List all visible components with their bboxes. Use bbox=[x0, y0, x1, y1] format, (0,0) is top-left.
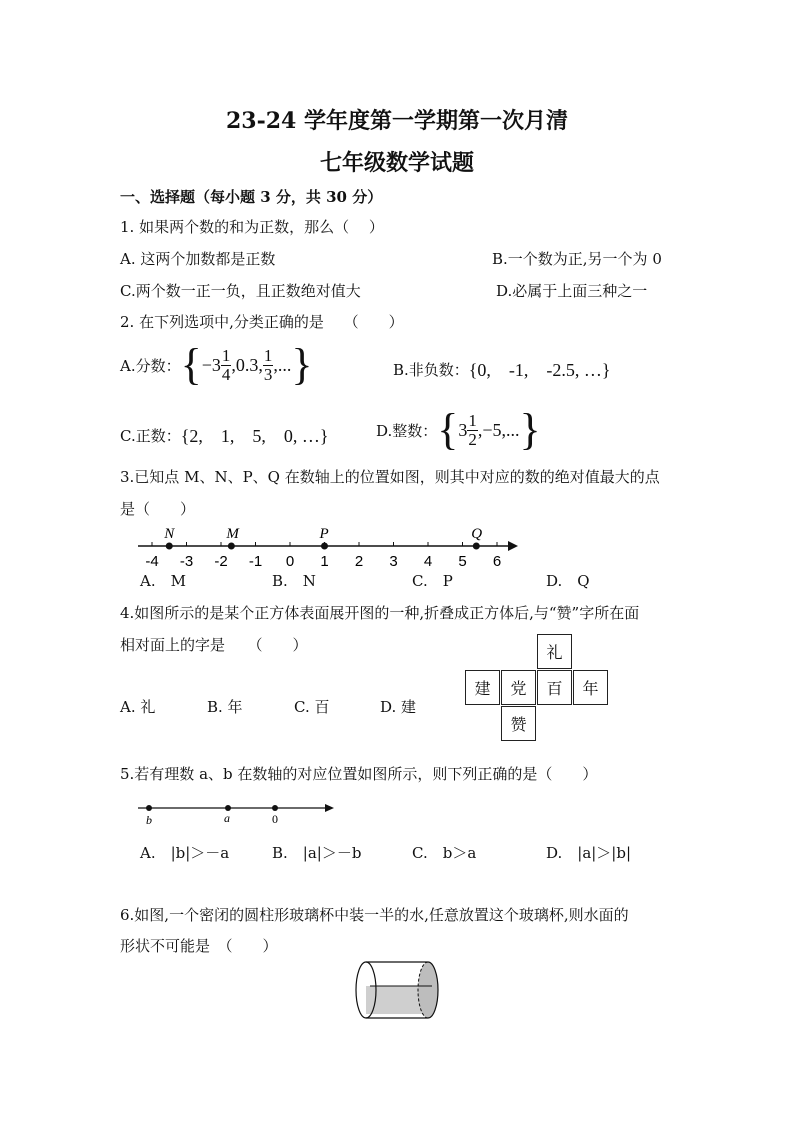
q2-a-tail: ,... bbox=[273, 354, 292, 375]
q2-b-set: {0, -1, -2.5, …} bbox=[468, 360, 611, 380]
q5-stem: 5.若有理数 a、b 在数轴的对应位置如图所示，则下列正确的是（ ） bbox=[120, 765, 598, 783]
q5-option-d: D. |a|＞|b| bbox=[546, 844, 632, 862]
axis-tick-label: -4 bbox=[145, 553, 159, 570]
axis-arrow-icon bbox=[325, 804, 334, 812]
q2-a-frac2 bbox=[263, 347, 274, 384]
q4-option-d: D. 建 bbox=[380, 698, 417, 716]
left-brace-icon: { bbox=[180, 340, 202, 389]
q4-option-c: C. 百 bbox=[294, 698, 330, 716]
q1-option-c: C.两个数一正一负，且正数绝对值大 bbox=[120, 282, 361, 300]
axis-tick-label: -2 bbox=[214, 553, 228, 570]
left-brace-icon: { bbox=[437, 405, 459, 454]
q5-option-b: B. |a|＞－b bbox=[272, 844, 362, 862]
axis-tick-label: 3 bbox=[389, 553, 398, 570]
q1-option-a: A. 这两个加数都是正数 bbox=[120, 250, 276, 268]
net-cell-top: 礼 bbox=[537, 634, 572, 669]
page-subtitle: 七年级数学试题 bbox=[319, 150, 474, 176]
net-cell-4: 年 bbox=[573, 670, 608, 705]
q3-option-d: D. Q bbox=[546, 572, 590, 590]
section-heading: 一、选择题（每小题 3 分，共 30 分） bbox=[120, 188, 383, 206]
point-label-n: N bbox=[164, 526, 175, 542]
axis-tick-label: 5 bbox=[458, 553, 467, 570]
point-p bbox=[321, 543, 328, 550]
q5-number-line bbox=[134, 796, 344, 830]
q3-option-a: A. M bbox=[140, 572, 186, 590]
cylinder-glass-figure bbox=[352, 956, 442, 1026]
q2-d-tail: ,−5,... bbox=[477, 419, 520, 440]
q2-d-whole: 3 bbox=[458, 419, 468, 440]
fraction-denominator: 3 bbox=[263, 364, 273, 384]
q1-stem: 1. 如果两个数的和为正数，那么（ ） bbox=[120, 218, 384, 236]
q1-option-d: D.必属于上面三种之一 bbox=[496, 282, 648, 300]
q2-b-label: B.非负数： bbox=[393, 360, 469, 379]
axis-tick-label: 4 bbox=[423, 553, 433, 570]
label-zero: 0 bbox=[272, 812, 278, 826]
q2-c-label: C.正数： bbox=[120, 426, 181, 445]
q3-stem-line1: 3.已知点 M、N、P、Q 在数轴上的位置如图，则其中对应的数的绝对值最大的点 bbox=[120, 468, 660, 486]
fraction-denominator: 2 bbox=[468, 429, 477, 449]
axis-tick-label: 2 bbox=[354, 553, 364, 570]
axis-tick-label: 6 bbox=[492, 553, 502, 570]
point-n bbox=[166, 543, 173, 550]
point-q bbox=[473, 543, 480, 550]
point-label-p: P bbox=[319, 526, 329, 542]
q2-c-set: {2, 1, 5, 0, …} bbox=[180, 426, 329, 446]
point-b bbox=[146, 805, 152, 811]
q5-option-c: C. b＞a bbox=[412, 844, 477, 862]
q2-a-mid: ,0.3, bbox=[231, 354, 263, 375]
q3-option-b: B. N bbox=[272, 572, 316, 590]
q1-option-b: B.一个数为正,另一个为 0 bbox=[492, 250, 662, 268]
axis-tick-label: 1 bbox=[320, 553, 329, 570]
q2-option-d bbox=[376, 405, 541, 455]
q2-a-frac1 bbox=[221, 347, 232, 384]
point-label-m: M bbox=[226, 526, 239, 542]
q2-d-label: D.整数： bbox=[376, 421, 438, 440]
axis-tick-label: -1 bbox=[248, 553, 263, 570]
page-title: 23-24 学年度第一学期第一次月清 bbox=[225, 108, 569, 134]
label-b: b bbox=[146, 813, 152, 827]
q5-option-a: A. |b|＞－a bbox=[140, 844, 230, 862]
net-cell-2: 党 bbox=[501, 670, 536, 705]
q2-a-label: A.分数： bbox=[120, 356, 181, 375]
q2-option-b bbox=[393, 356, 611, 382]
q4-option-b: B. 年 bbox=[207, 698, 243, 716]
point-zero bbox=[272, 805, 278, 811]
axis-tick-label: 0 bbox=[285, 553, 295, 570]
fraction-denominator: 4 bbox=[221, 364, 231, 384]
q4-stem-line2: 相对面上的字是 （ ） bbox=[120, 636, 308, 654]
axis-tick-label: -3 bbox=[179, 553, 194, 570]
point-label-q: Q bbox=[471, 526, 483, 542]
q2-d-frac bbox=[467, 412, 478, 449]
q2-option-a bbox=[120, 340, 313, 390]
q2-a-neg: −3 bbox=[201, 354, 221, 375]
axis-arrow-icon bbox=[508, 541, 518, 551]
q4-option-a: A. 礼 bbox=[120, 698, 156, 716]
q6-stem-line2: 形状不可能是 （ ） bbox=[120, 937, 278, 955]
fraction-numerator: 1 bbox=[468, 410, 477, 430]
q6-stem-line1: 6.如图,一个密闭的圆柱形玻璃杯中装一半的水,任意放置这个玻璃杯,则水面的 bbox=[120, 906, 629, 924]
q3-option-c: C. P bbox=[412, 572, 453, 590]
label-a: a bbox=[224, 811, 230, 825]
right-brace-icon: } bbox=[519, 405, 541, 454]
q3-stem-line2: 是（ ） bbox=[120, 500, 196, 518]
q2-option-c bbox=[120, 422, 329, 448]
q4-stem-line1: 4.如图所示的是某个正方体表面展开图的一种,折叠成正方体后,与“赞”字所在面 bbox=[120, 604, 640, 622]
point-m bbox=[228, 543, 235, 550]
fraction-numerator: 1 bbox=[221, 345, 231, 365]
right-brace-icon: } bbox=[291, 340, 313, 389]
q3-number-line bbox=[130, 518, 530, 574]
net-cell-3: 百 bbox=[537, 670, 572, 705]
fraction-numerator: 1 bbox=[263, 345, 273, 365]
net-cell-bottom: 赞 bbox=[501, 706, 536, 741]
net-cell-1: 建 bbox=[465, 670, 500, 705]
q2-stem: 2. 在下列选项中,分类正确的是 （ ） bbox=[120, 313, 404, 331]
